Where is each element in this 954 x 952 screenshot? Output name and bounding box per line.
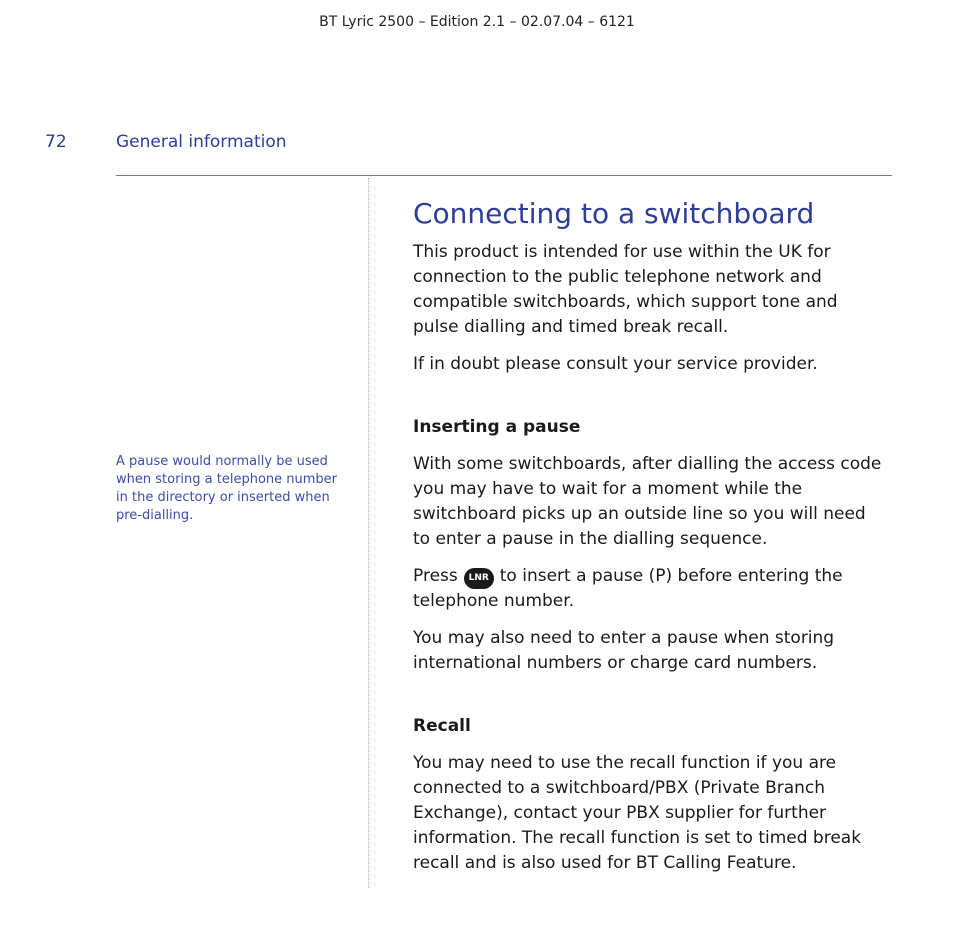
pause-paragraph-1: With some switchboards, after dialling the access code you may have to wait for a moment while the switchboard picks up an outside line so you will need to enter a pause in the dialling sequence. xyxy=(413,454,882,549)
sidenote: A pause would normally be used when storing a telephone number in the directory or inserted when pre-dialling. xyxy=(116,454,337,523)
pause-instruction-text: to insert a pause (P) before entering the telephone number. xyxy=(413,566,843,611)
lnr-key-icon: LNR xyxy=(464,568,494,589)
running-head: BT Lyric 2500 – Edition 2.1 – 02.07.04 – 6121 xyxy=(319,14,635,30)
press-text: Press xyxy=(413,566,458,586)
pause-paragraph-3: You may also need to enter a pause when storing international numbers or charge card numbers. xyxy=(413,628,835,673)
recall-heading: Recall xyxy=(413,716,471,736)
recall-paragraph: You may need to use the recall function if you are connected to a switchboard/PBX (Private Branch Exchange), contact your PBX supplier for further information. The recall function is set to timed break recall and is also used for BT Calling Feature. xyxy=(413,753,862,873)
column-divider xyxy=(368,178,369,888)
section-title: General information xyxy=(116,132,287,152)
intro-paragraph-2: If in doubt please consult your service provider. xyxy=(413,354,818,374)
main-content xyxy=(413,196,888,888)
pause-heading: Inserting a pause xyxy=(413,417,581,437)
intro-paragraph-1: This product is intended for use within the UK for connection to the public telephone network and compatible switchboards, which support tone and pulse dialling and timed break recall. xyxy=(413,242,838,337)
page-number: 72 xyxy=(45,132,67,152)
header-rule xyxy=(116,175,892,176)
pause-paragraph-2 xyxy=(413,564,888,614)
page-title: Connecting to a switchboard xyxy=(413,197,815,230)
